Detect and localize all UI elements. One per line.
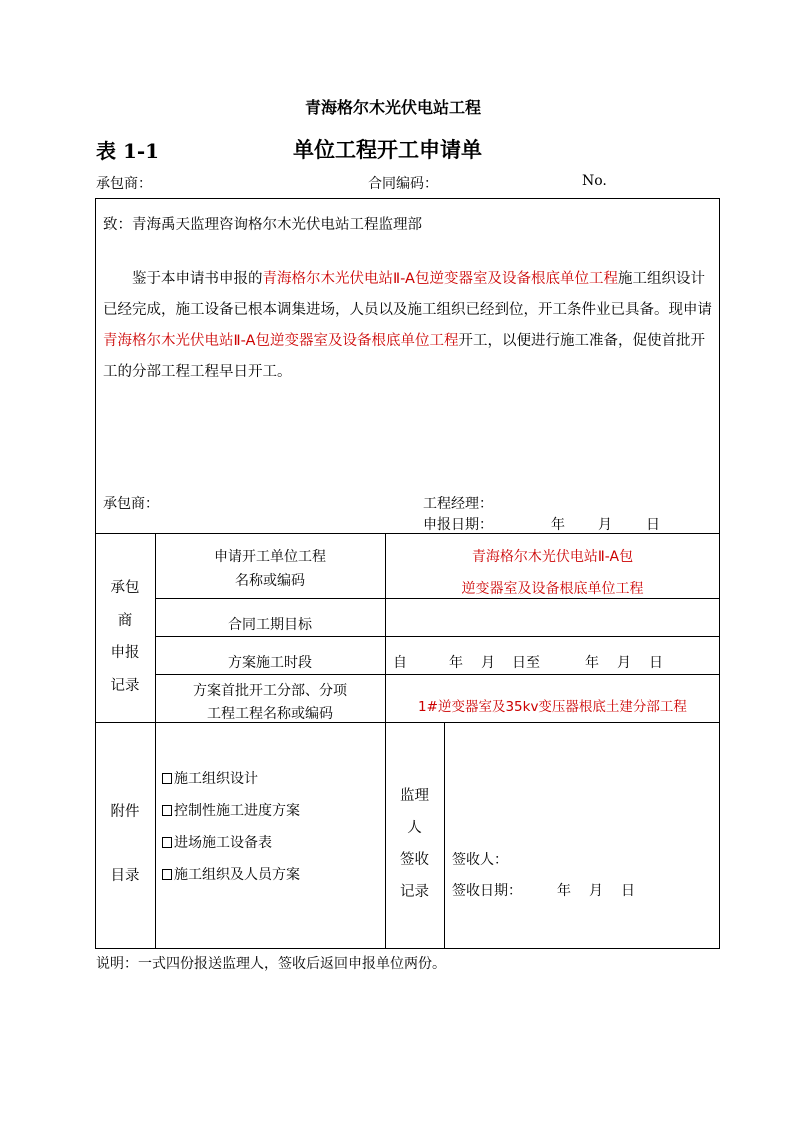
contractor-sign-label: 承包商： xyxy=(103,496,159,512)
period-to-month: 月 xyxy=(617,655,631,671)
attachment-item-4 xyxy=(162,864,300,884)
para-text-1: 鉴于本申请书申报的 xyxy=(132,271,263,287)
addressee: 致：青海禹天监理咨询格尔木光伏电站工程监理部 xyxy=(103,217,422,233)
first-batch-value: 1#逆变器室及35kv变压器根底土建分部工程 xyxy=(418,699,687,715)
period-to-day: 日 xyxy=(649,655,663,671)
record-side-label-2: 商 xyxy=(117,613,133,629)
para-text-2: 施工组织设计已经完成，施工设备已根本调集进场，人员以及施工组织已经到位，开工条件业已具备。现申请 xyxy=(103,271,712,318)
no-label: No. xyxy=(582,173,607,189)
report-date-label: 申报日期： xyxy=(423,517,493,533)
footer-note: 说明：一式四份报送监理人，签收后返回申报单位两份。 xyxy=(96,956,446,972)
checkbox-icon[interactable] xyxy=(162,773,172,784)
supervisor-label-4: 记录 xyxy=(400,884,429,900)
receive-date-label: 签收日期： xyxy=(452,883,522,899)
attachment-item-2 xyxy=(162,800,300,820)
project-manager-label: 工程经理： xyxy=(423,496,493,512)
supervisor-label-2: 人 xyxy=(407,820,422,836)
attachment-item-label: 施工组织及人员方案 xyxy=(174,867,300,883)
attachment-item-label: 进场施工设备表 xyxy=(174,835,272,851)
receive-date-day: 日 xyxy=(621,883,635,899)
date-month: 月 xyxy=(598,517,612,533)
attachment-item-label: 控制性施工进度方案 xyxy=(174,803,300,819)
para-text-3: 开工，以便进行施工准备，促使首批开工的分部工程工程早日开工。 xyxy=(103,333,705,380)
receive-date-year: 年 xyxy=(557,883,571,899)
attachment-item-1 xyxy=(162,768,258,788)
checkbox-icon[interactable] xyxy=(162,869,172,880)
checkbox-icon[interactable] xyxy=(162,837,172,848)
receive-date-month: 月 xyxy=(589,883,603,899)
supervisor-label-3: 签收 xyxy=(400,852,429,868)
contract-period-label: 合同工期目标 xyxy=(228,617,312,633)
first-batch-label-l1: 方案首批开工分部、分项 xyxy=(193,683,347,699)
unit-name-label-l1: 申请开工单位工程 xyxy=(214,549,326,565)
period-to: 日至 xyxy=(512,655,540,671)
attachments-side-label-1: 附件 xyxy=(110,804,140,820)
receiver-label: 签收人： xyxy=(452,852,508,868)
record-side-label-3: 申报 xyxy=(110,645,140,661)
project-title: 青海格尔木光伏电站工程 xyxy=(305,98,482,117)
contractor-label: 承包商： xyxy=(96,176,152,192)
unit-name-label-l2: 名称或编码 xyxy=(235,573,305,589)
supervisor-label-1: 监理 xyxy=(400,788,429,804)
period-from-year: 年 xyxy=(449,655,463,671)
plan-period-label: 方案施工时段 xyxy=(228,655,312,671)
period-from-month: 月 xyxy=(481,655,495,671)
period-to-year: 年 xyxy=(585,655,599,671)
period-from: 自 xyxy=(393,655,407,671)
unit-name-value-l1: 青海格尔木光伏电站Ⅱ-A包 xyxy=(471,549,634,565)
form-title: 单位工程开工申请单 xyxy=(293,138,482,162)
contract-no-label: 合同编码： xyxy=(368,176,438,192)
checkbox-icon[interactable] xyxy=(162,805,172,816)
record-side-label-4: 记录 xyxy=(110,678,140,694)
unit-project-name-2: 青海格尔木光伏电站Ⅱ-A包逆变器室及设备根底单位工程 xyxy=(103,333,459,349)
unit-project-name: 青海格尔木光伏电站Ⅱ-A包逆变器室及设备根底单位工程 xyxy=(262,271,618,287)
record-side-label-1: 承包 xyxy=(110,580,140,596)
attachment-item-label: 施工组织设计 xyxy=(174,771,258,787)
date-year: 年 xyxy=(551,517,565,533)
date-day: 日 xyxy=(646,517,660,533)
first-batch-label-l2: 工程工程名称或编码 xyxy=(207,706,333,722)
attachment-item-3 xyxy=(162,832,272,852)
unit-name-value-l2: 逆变器室及设备根底单位工程 xyxy=(461,581,644,597)
attachments-side-label-2: 目录 xyxy=(110,868,140,884)
table-number: 表 1-1 xyxy=(96,139,160,163)
application-paragraph xyxy=(103,264,715,388)
